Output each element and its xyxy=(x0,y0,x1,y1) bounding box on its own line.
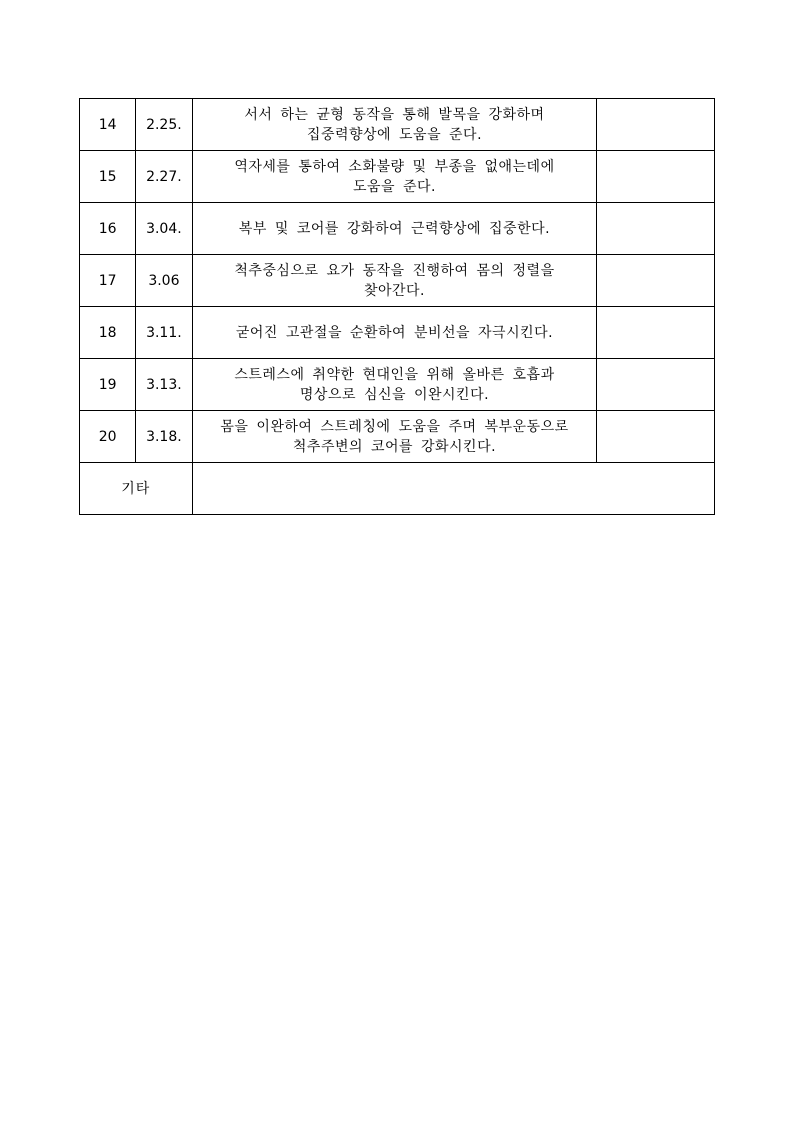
row-content xyxy=(192,359,597,411)
table-row xyxy=(80,359,715,411)
row-note xyxy=(597,307,715,359)
content-line: 복부 및 코어를 강화하여 근력향상에 집중한다. xyxy=(238,220,551,237)
row-note xyxy=(597,203,715,255)
misc-value xyxy=(192,463,714,515)
table-row xyxy=(80,411,715,463)
table-row xyxy=(80,307,715,359)
content-line: 척추중심으로 요가 동작을 진행하여 몸의 정렬을 xyxy=(234,262,555,279)
row-number: 16 xyxy=(80,203,136,255)
content-line: 척추주변의 코어를 강화시킨다. xyxy=(292,438,497,455)
content-line: 몸을 이완하여 스트레칭에 도움을 주며 복부운동으로 xyxy=(220,418,569,435)
row-number: 17 xyxy=(80,255,136,307)
row-date: 3.04. xyxy=(136,203,192,255)
row-number: 15 xyxy=(80,151,136,203)
table-row xyxy=(80,151,715,203)
content-line: 역자세를 통하여 소화불량 및 부종을 없애는데에 xyxy=(234,158,555,175)
table-row xyxy=(80,203,715,255)
content-line: 찾아간다. xyxy=(363,282,425,299)
row-content xyxy=(192,307,597,359)
row-date: 2.27. xyxy=(136,151,192,203)
row-content xyxy=(192,99,597,151)
table-row xyxy=(80,99,715,151)
row-note xyxy=(597,151,715,203)
row-note xyxy=(597,255,715,307)
misc-row xyxy=(80,463,715,515)
content-line: 도움을 준다. xyxy=(352,178,436,195)
row-date: 3.06 xyxy=(136,255,192,307)
content-line: 스트레스에 취약한 현대인을 위해 올바른 호흡과 xyxy=(234,366,555,383)
row-number: 19 xyxy=(80,359,136,411)
schedule-table xyxy=(79,98,715,515)
content-line: 서서 하는 균형 동작을 통해 발목을 강화하며 xyxy=(244,106,545,123)
row-date: 3.18. xyxy=(136,411,192,463)
row-note xyxy=(597,359,715,411)
content-line: 집중력향상에 도움을 준다. xyxy=(306,126,483,143)
misc-label: 기타 xyxy=(80,463,193,515)
row-content xyxy=(192,411,597,463)
row-number: 20 xyxy=(80,411,136,463)
row-number: 18 xyxy=(80,307,136,359)
content-line: 굳어진 고관절을 순환하여 분비선을 자극시킨다. xyxy=(235,324,554,341)
row-date: 3.11. xyxy=(136,307,192,359)
row-date: 3.13. xyxy=(136,359,192,411)
row-note xyxy=(597,99,715,151)
table-row xyxy=(80,255,715,307)
row-note xyxy=(597,411,715,463)
content-line: 명상으로 심신을 이완시킨다. xyxy=(299,386,490,403)
row-number: 14 xyxy=(80,99,136,151)
row-content xyxy=(192,203,597,255)
row-content xyxy=(192,255,597,307)
row-date: 2.25. xyxy=(136,99,192,151)
row-content xyxy=(192,151,597,203)
